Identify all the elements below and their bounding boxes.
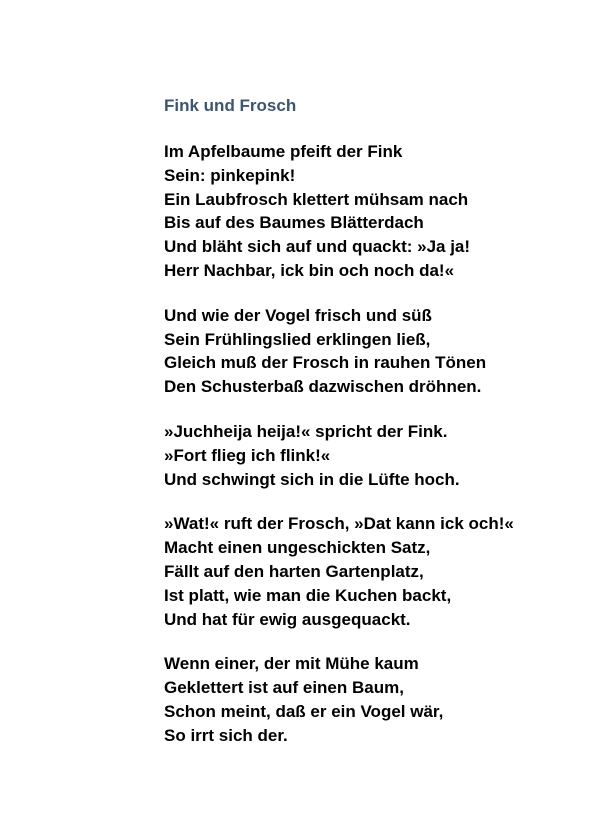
stanza-5	[164, 652, 594, 747]
stanza-2	[164, 304, 594, 399]
poem-line: Im Apfelbaume pfeift der Fink	[164, 142, 403, 161]
poem-line: Und hat für ewig ausgequackt.	[164, 609, 411, 629]
poem-line: Und bläht sich auf und quackt: »Ja ja!	[164, 237, 471, 257]
poem-line: So irrt sich der.	[164, 725, 288, 745]
poem-line: Ein Laubfrosch klettert mühsam nach	[164, 189, 469, 209]
poem-line: Und wie der Vogel frisch und süß	[164, 305, 432, 325]
stanza-3	[164, 420, 594, 491]
poem-line: Gleich muß der Frosch in rauhen Tönen	[164, 353, 487, 373]
poem-line: Geklettert ist auf einen Baum,	[164, 678, 404, 698]
poem-line: Fällt auf den harten Gartenplatz,	[164, 561, 424, 581]
poem-body	[164, 140, 594, 769]
poem-line: »Fort flieg ich flink!«	[164, 445, 331, 465]
poem-line: »Juchheija heija!« spricht der Fink.	[164, 421, 448, 441]
stanza-4	[164, 512, 594, 631]
poem-line: Ist platt, wie man die Kuchen backt,	[164, 585, 452, 605]
poem-line: Schon meint, daß er ein Vogel wär,	[164, 701, 444, 721]
poem-line: Bis auf des Baumes Blätterdach	[164, 213, 424, 233]
stanza-1	[164, 140, 594, 283]
poem-title: Fink und Frosch	[164, 96, 297, 115]
poem-line: Macht einen ungeschickten Satz,	[164, 538, 431, 558]
poem-line: Wenn einer, der mit Mühe kaum	[164, 654, 419, 674]
poem-line: Sein Frühlingslied erklingen ließ,	[164, 329, 431, 349]
poem-line: Den Schusterbaß dazwischen dröhnen.	[164, 377, 482, 397]
poem-line: Sein: pinkepink!	[164, 165, 296, 185]
poem-line: Herr Nachbar, ick bin och noch da!«	[164, 260, 455, 280]
poem-line: »Wat!« ruft der Frosch, »Dat kann ick och!«	[164, 514, 514, 534]
poem-line: Und schwingt sich in die Lüfte hoch.	[164, 469, 460, 489]
